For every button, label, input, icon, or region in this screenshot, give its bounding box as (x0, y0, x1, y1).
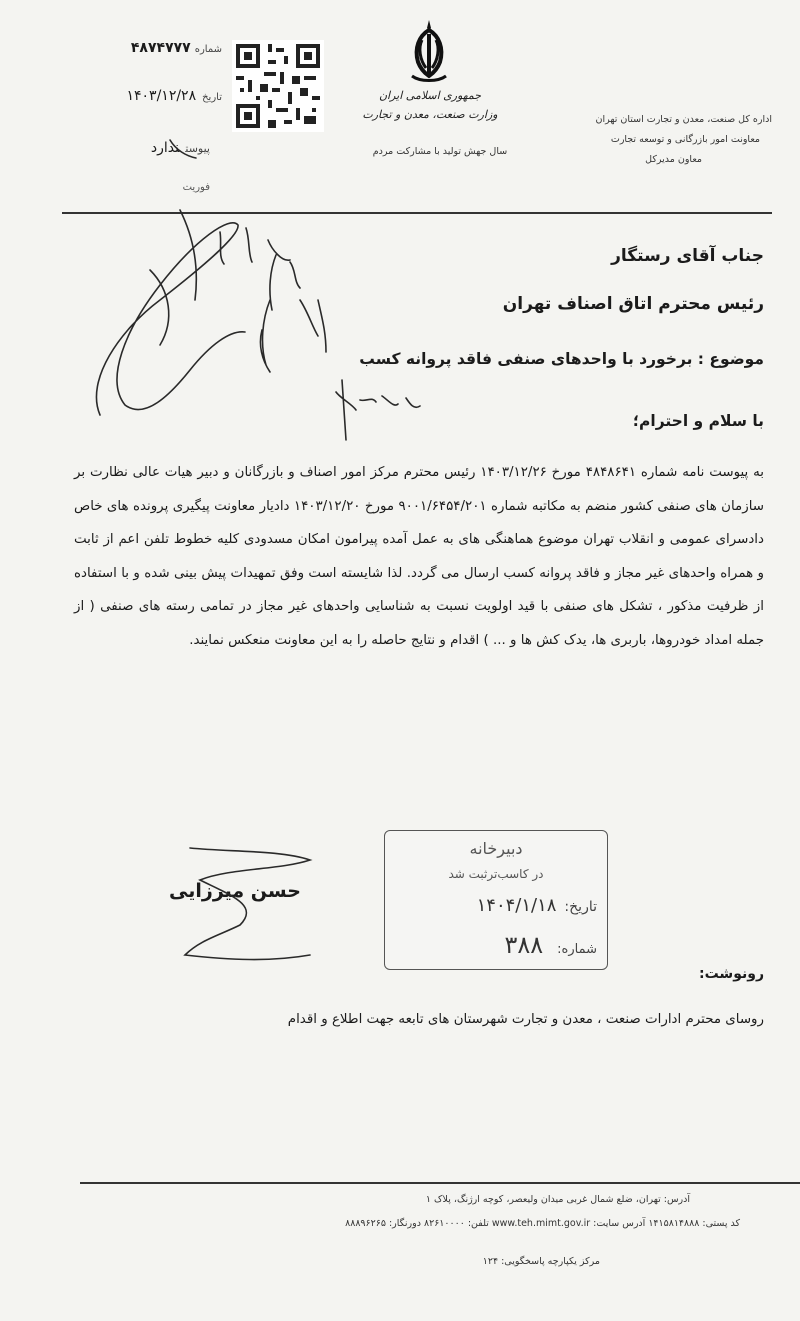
signer-name: حسن میرزایی (169, 880, 301, 902)
urgency-label: فوریت (182, 182, 210, 193)
addressee-line-2: رئیس محترم اتاق اصناف تهران (502, 294, 764, 314)
addressee-line-1: جناب آقای رستگار (611, 246, 764, 266)
letter-date-value: ۱۴۰۳/۱۲/۲۸ (126, 88, 197, 104)
footer-address: آدرس: تهران، ضلع شمال غربی میدان ولیعصر، کوچه ارژنگ، پلاک ۱ (425, 1194, 690, 1205)
footer-callcenter: مرکز یکپارچه پاسخگویی: ۱۲۴ (482, 1256, 600, 1267)
letter-body: به پیوست نامه شماره ۴۸۴۸۶۴۱ مورخ ۱۴۰۳/۱۲/۲۶ رئیس محترم مرکز امور اصناف و بازرگانان و دبیر هیات عالی نظارت بر سازمان های صنفی کشور منضم به مکاتبه شماره ۹۰۰۱/۶۴۵۴/۲۰۱ مورخ ۱۴۰۳/۱۲/۲۰ دادیار معاونت پیگیری پرونده های خاص دادسرای عمومی و انقلاب تهران موضوع هماهنگی های به عمل آمده پیرامون امکان مسدودی کلیه خطوط تلفن اعم از ثابت و همراه واحدهای غیر مجاز و فاقد پروانه کسب ارسال می گردد. لذا شایسته است وفق تمهیدات پیش بینی شده و با استفاده از ظرفیت مذکور ، تشکل های صنفی با قید اولویت نسبت به شناسایی واحدهای غیر مجاز در تمامی رسته های صنفی ( از جمله امداد خودروها، باربری ها، یدک کش ها و ... ) اقدام و نتایج حاصله را به این معاونت منعکس نمایند. (74, 465, 764, 648)
stamp-date-value: ۱۴۰۴/۱/۱۸ (476, 895, 557, 916)
org-line-2: معاونت امور بازرگانی و توسعه تجارت (610, 134, 760, 145)
cc-recipients: روسای محترم ادارات صنعت ، معدن و تجارت شهرستان های تابعه جهت اطلاع و اقدام (287, 1012, 764, 1027)
handwritten-signature-bottom (185, 848, 310, 960)
org-line-1: اداره کل صنعت، معدن و تجارت استان تهران (595, 114, 772, 125)
ministry-line-2: وزارت صنعت، معدن و تجارت (362, 108, 498, 121)
stamp-subtitle: در کاسب‌ترثبت شد (448, 867, 544, 881)
year-slogan: سال جهش تولید با مشارکت مردم (372, 146, 508, 157)
stamp-number-value: ۳۸۸ (504, 931, 544, 959)
subject-line: موضوع : برخورد با واحدهای صنفی فاقد پروانه کسب (359, 350, 764, 368)
attachment-value: ندارد (150, 140, 180, 156)
stamp-number-label: شماره: (557, 942, 597, 957)
org-line-3: معاون مدیرکل (645, 154, 702, 165)
stamp-title: دبیرخانه (469, 839, 523, 858)
handwritten-initial (336, 380, 420, 440)
handwritten-signature-scribble (96, 223, 245, 415)
ministry-line-1: جمهوری اسلامی ایران (378, 89, 482, 102)
handwritten-note (260, 240, 326, 372)
stamp-date-label: تاریخ: (564, 899, 597, 915)
letter-date-label: تاریخ (202, 92, 222, 103)
cc-label: رونوشت: (699, 966, 764, 982)
attachment-label: پیوست (185, 142, 210, 155)
greeting: با سلام و احترام؛ (632, 412, 764, 430)
letter-number-label: شماره (194, 44, 222, 55)
letter-number-value: ۴۸۷۴۷۷۷ (130, 40, 191, 56)
footer-contact: کد پستی: ۱۴۱۵۸۱۴۸۸۸ آدرس سایت: www.teh.mimt.gov.ir تلفن: ۸۲۶۱۰۰۰۰ دورنگار: ۸۸۸۹۶۲۶۵ (345, 1218, 740, 1229)
